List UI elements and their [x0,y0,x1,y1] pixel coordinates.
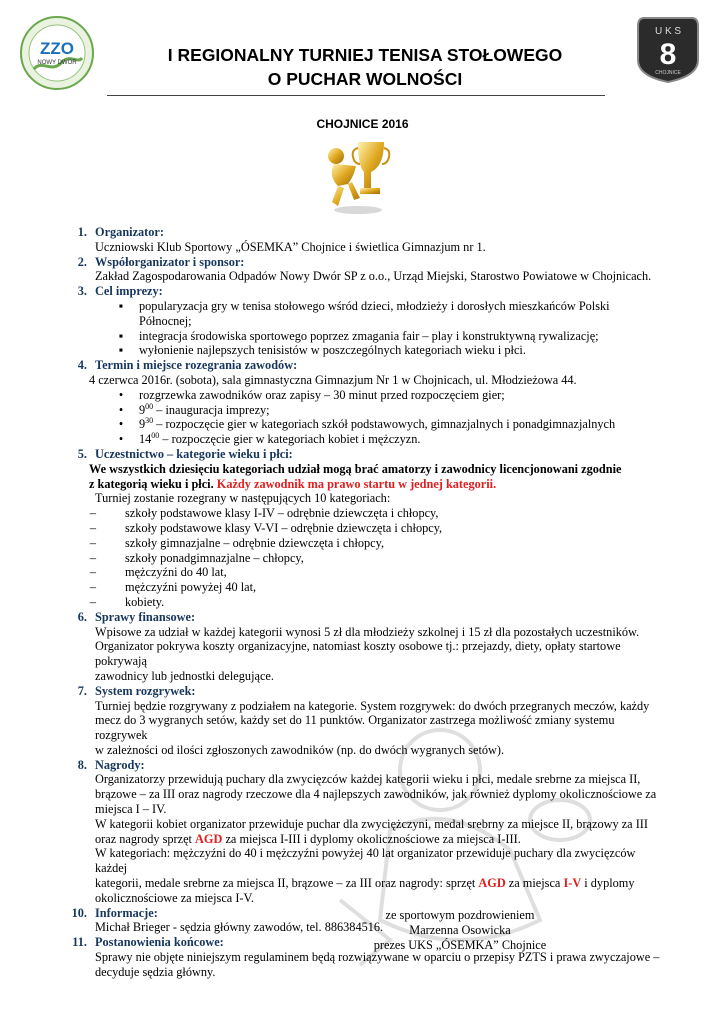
subtitle: CHOJNICE 2016 [316,117,409,131]
section-number: 10. [71,905,87,920]
square-bullet-icon: ▪ [118,328,124,343]
uks-number: 8 [659,38,677,71]
zzo-logo [12,14,102,92]
dash-bullet-icon: – [89,550,97,565]
section-organizer [65,225,665,255]
dash-bullet-icon: – [89,520,97,535]
section-number: 5. [77,446,87,461]
title-divider [107,95,605,96]
list-item: • $9^{30}$ – rozpoczęcie gier w kategoriach szkół podstawowych, gimnazjalnych i ponadgimnazjalnych [65,417,665,432]
section-line: decyduje sędzia główny. [95,964,216,979]
section-heading: Termin i miejsce rozegrania zawodów: [95,358,298,373]
section-heading: Postanowienia końcowe: [95,935,224,950]
dash-bullet-icon: – [89,535,97,550]
zzo-logo-text: ZZO [40,39,74,58]
bullet-icon: • [118,417,124,432]
section-system [65,684,665,758]
zzo-logo-subtext: NOWY DWÓR [37,60,77,66]
list-item: ▪ wyłonienie najlepszych tenisistów w poszczególnych kategoriach wieku i płci. [65,343,665,358]
section-text: Turniej zostanie rozegrany w następujących 10 kategoriach: [95,491,391,506]
red-notice: Każdy zawodnik ma prawo startu w jednej kategorii. [216,476,497,491]
dash-bullet-icon: – [89,565,97,580]
list-item: • $9^{00}$ – inauguracja imprezy; [65,403,665,418]
section-heading: Organizator: [95,225,164,239]
list-item: – szkoły ponadgimnazjalne – chłopcy, [65,551,665,566]
uks-letters: U K S [654,26,682,37]
section-heading: Informacje: [95,905,158,920]
signature-block [300,908,620,953]
section-line: Organizatorzy przewidują puchary dla zwycięzców każdej kategorii wieku i płci, medale srebrne za miejsca II, [95,772,641,787]
list-item: – mężczyźni do 40 lat, [65,565,665,580]
dash-bullet-icon: – [89,506,97,521]
section-heading: System rozgrywek: [95,683,196,698]
signature-greeting: ze sportowym pozdrowieniem [385,908,535,922]
list-item: – mężczyźni powyżej 40 lat, [65,580,665,595]
section-number: 8. [77,757,87,772]
trophy-icon [318,136,398,216]
section-line: Sprawy nie objęte niniejszym regulaminem będą rozwiązywane w oparciu o przepisy PZTS i prawa zwyczajowe – [95,950,660,965]
section-line: Organizator pokrywa koszty organizacyjne, natomiast koszty osobowe tj.: przejazdy, diety, opłaty startowe pokrywają [95,639,621,669]
section-bold-text: We wszystkich dziesięciu kategoriach udział mogą brać amatorzy i zawodnicy licencjonowani zgodnie [89,461,622,476]
section-line: w zależności od ilości zgłoszonych zawodników (np. do dwóch wygranych setów). [95,742,505,757]
section-line: W kategoriach: mężczyźni do 40 i mężczyźni powyżej 40 lat organizator przewiduje puchary dla zwycięzców każdej [95,846,636,876]
section-line: brązowe – za III oraz nagrody rzeczowe dla 4 najlepszych zawodników, jak również dyplomy okolicznościowe za [95,787,657,802]
section-text: Uczniowski Klub Sportowy „ÓSEMKA” Chojnice i świetlica Gimnazjum nr 1. [95,239,486,254]
list-item: – szkoły podstawowe klasy I-IV – odrębnie dziewczęta i chłopcy, [65,506,665,521]
section-line: oraz nagrody sprzęt AGD za miejsca I-III i dyplomy okolicznościowe za miejsca I-III. [95,831,521,846]
list-item: – kobiety. [65,595,665,610]
bullet-icon: • [118,402,124,417]
section-heading: Współorganizator i sponsor: [95,254,245,269]
section-heading: Cel imprezy: [95,284,163,299]
dash-bullet-icon: – [89,594,97,609]
section-date-place [65,358,665,447]
list-item: – szkoły gimnazjalne – odrębnie dziewczęta i chłopcy, [65,536,665,551]
section-line: miejsca I – IV. [95,802,167,817]
section-participation [65,447,665,610]
section-heading: Sprawy finansowe: [95,609,196,624]
list-item: ▪ popularyzacja gry w tenisa stołowego wśród dzieci, młodzieży i dorosłych mieszkańców Polski Północnej; [65,299,665,329]
section-number: 2. [77,254,87,269]
section-line: okolicznościowe za miejsca I-V. [95,890,254,905]
section-line: Wpisowe za udział w każdej kategorii wynosi 5 zł dla młodzieży szkolnej i 15 zł dla pozostałych uczestników. [95,624,640,639]
title-line-1: I REGIONALNY TURNIEJ TENISA STOŁOWEGO [167,45,563,65]
section-number: 11. [72,935,87,950]
dash-bullet-icon: – [89,580,97,595]
list-item: ▪ integracja środowiska sportowego poprzez zmagania fair – play i konstruktywną rywalizację; [65,329,665,344]
section-goal [65,284,665,358]
section-line: W kategorii kobiet organizator przewiduje puchar dla zwyciężczyni, medal srebrny za miejsce II, brązowy za III [95,816,648,831]
signature-name: Marzenna Osowicka [409,923,511,937]
section-co-organizer [65,255,665,285]
rules-content [65,225,665,980]
list-item: • rozgrzewka zawodników oraz zapisy – 30 minut przed rozpoczęciem gier; [65,388,665,403]
section-number: 6. [77,609,87,624]
square-bullet-icon: ▪ [118,343,124,358]
section-finances [65,610,665,684]
uks-city: CHOJNICE [655,70,681,76]
signature-role: prezes UKS „ÓSEMKA” Chojnice [373,938,547,952]
section-heading: Nagrody: [95,757,145,772]
section-line: Turniej będzie rozgrywany z podziałem na kategorie. System rozgrywek: do dwóch przegranych meczów, każdy [95,698,650,713]
section-line: kategorii, medale srebrne za miejsca II, brązowe – za III oraz nagrody: sprzęt AGD za miejsca I-V i dyplomy [95,876,635,891]
section-prizes [65,758,665,906]
section-bold-text-2: z kategorią wieku i płci. Każdy zawodnik ma prawo startu w jednej kategorii. [89,476,497,491]
section-text: 4 czerwca 2016r. (sobota), sala gimnastyczna Gimnazjum Nr 1 w Chojnicach, ul. Młodzieżowa 44. [89,372,577,387]
section-number: 1. [77,225,87,239]
bullet-icon: • [118,432,124,447]
section-number: 7. [77,683,87,698]
section-number: 3. [77,284,87,299]
title-line-2: O PUCHAR WOLNOŚCI [267,69,463,89]
section-line: mecz do 3 wygranych setów, każdy set do 11 punktów. Organizator zastrzega możliwość zmiany systemu rozgrywek [95,713,615,743]
list-item: • $14^{00}$ – rozpoczęcie gier w kategoriach kobiet i mężczyzn. [65,432,665,447]
bullet-icon: • [118,387,124,402]
section-heading: Uczestnictwo – kategorie wieku i płci: [95,446,293,461]
section-text: Michał Brieger - sędzia główny zawodów, tel. 886384516. [95,920,384,935]
list-item: – szkoły podstawowe klasy V-VI – odrębnie dziewczęta i chłopcy, [65,521,665,536]
uks-8-logo [636,14,700,84]
square-bullet-icon: ▪ [118,298,124,313]
section-line: zawodnicy lub jednostki delegujące. [95,668,274,683]
section-text: Zakład Zagospodarowania Odpadów Nowy Dwór SP z o.o., Urząd Miejski, Starostwo Powiatowe w Chojnicach. [95,269,652,284]
section-number: 4. [77,358,87,373]
